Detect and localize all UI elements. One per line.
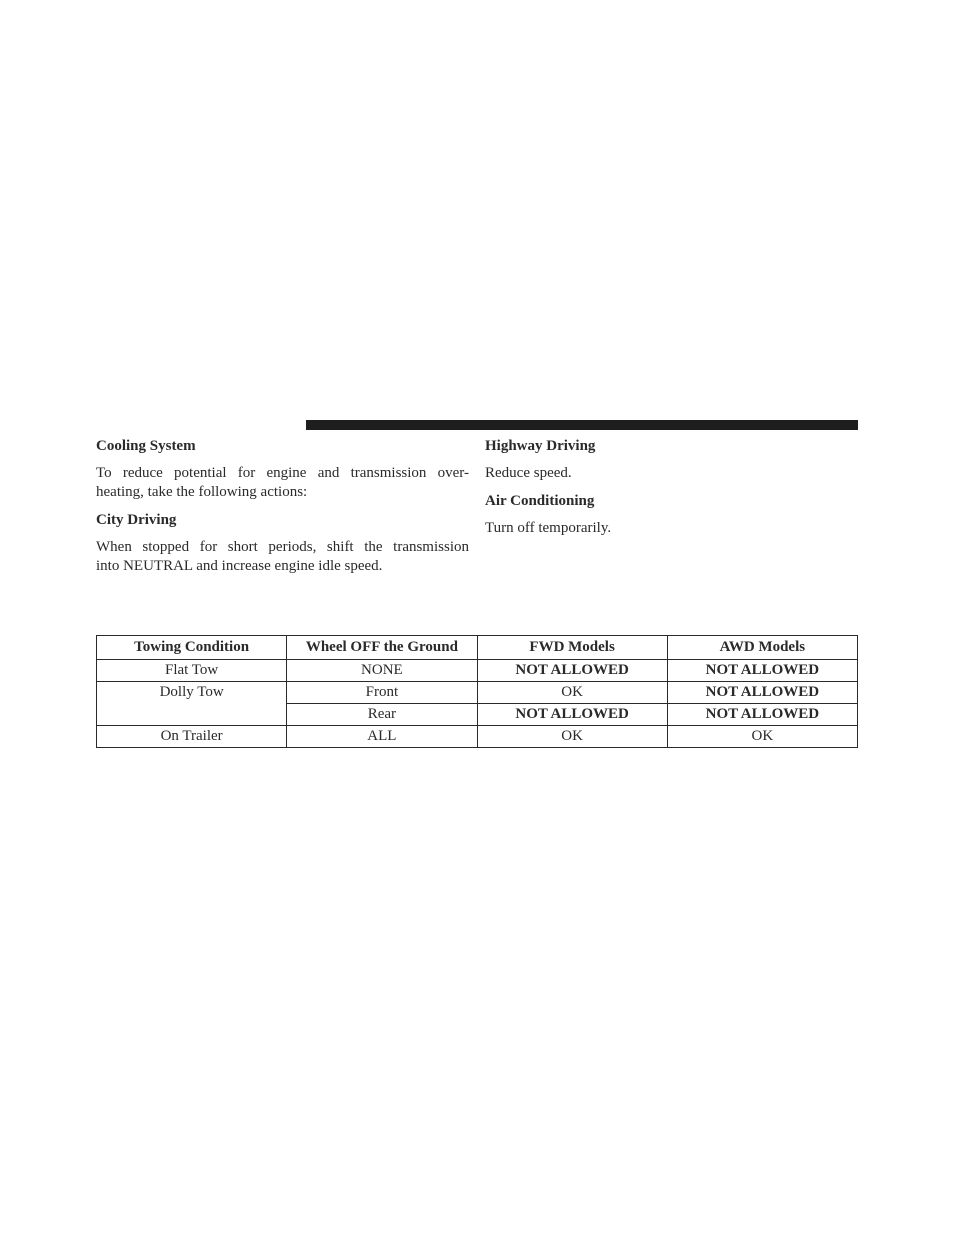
city-driving-heading: City Driving [96,512,177,528]
cell-fwd: OK [477,726,667,748]
towing-table [96,635,858,748]
section-header-rule [306,420,858,430]
table-row [97,726,858,748]
city-text-line-2: into NEUTRAL and increase engine idle speed. [96,558,383,574]
cell-awd: NOT ALLOWED [667,682,857,704]
cell-condition: Dolly Tow [97,682,287,726]
city-driving-text [96,538,469,576]
table-row [97,660,858,682]
cell-condition: On Trailer [97,726,287,748]
cooling-system-heading: Cooling System [96,438,196,454]
air-conditioning-heading: Air Conditioning [485,493,595,509]
right-column [485,436,858,538]
cooling-text-line-2: heating, take the following actions: [96,484,308,500]
cell-fwd: OK [477,682,667,704]
cell-wheel: NONE [287,660,477,682]
cooling-text-line-1: To reduce potential for engine and transmission over- [96,465,469,481]
cell-awd: NOT ALLOWED [667,704,857,726]
table-header-row [97,636,858,660]
cell-awd: NOT ALLOWED [667,660,857,682]
cell-wheel: ALL [287,726,477,748]
cooling-system-text [96,464,469,502]
cell-wheel: Front [287,682,477,704]
header-wheel-off-ground: Wheel OFF the Ground [287,636,477,660]
header-awd-models: AWD Models [667,636,857,660]
city-text-line-1: When stopped for short periods, shift the transmission [96,539,469,555]
left-column [96,436,469,576]
cell-awd: OK [667,726,857,748]
air-conditioning-text: Turn off temporarily. [485,520,612,536]
cell-fwd: NOT ALLOWED [477,660,667,682]
highway-driving-text: Reduce speed. [485,465,572,481]
highway-driving-heading: Highway Driving [485,438,596,454]
cell-fwd: NOT ALLOWED [477,704,667,726]
cell-wheel: Rear [287,704,477,726]
header-fwd-models: FWD Models [477,636,667,660]
table-row [97,682,858,704]
cell-condition: Flat Tow [97,660,287,682]
header-towing-condition: Towing Condition [97,636,287,660]
